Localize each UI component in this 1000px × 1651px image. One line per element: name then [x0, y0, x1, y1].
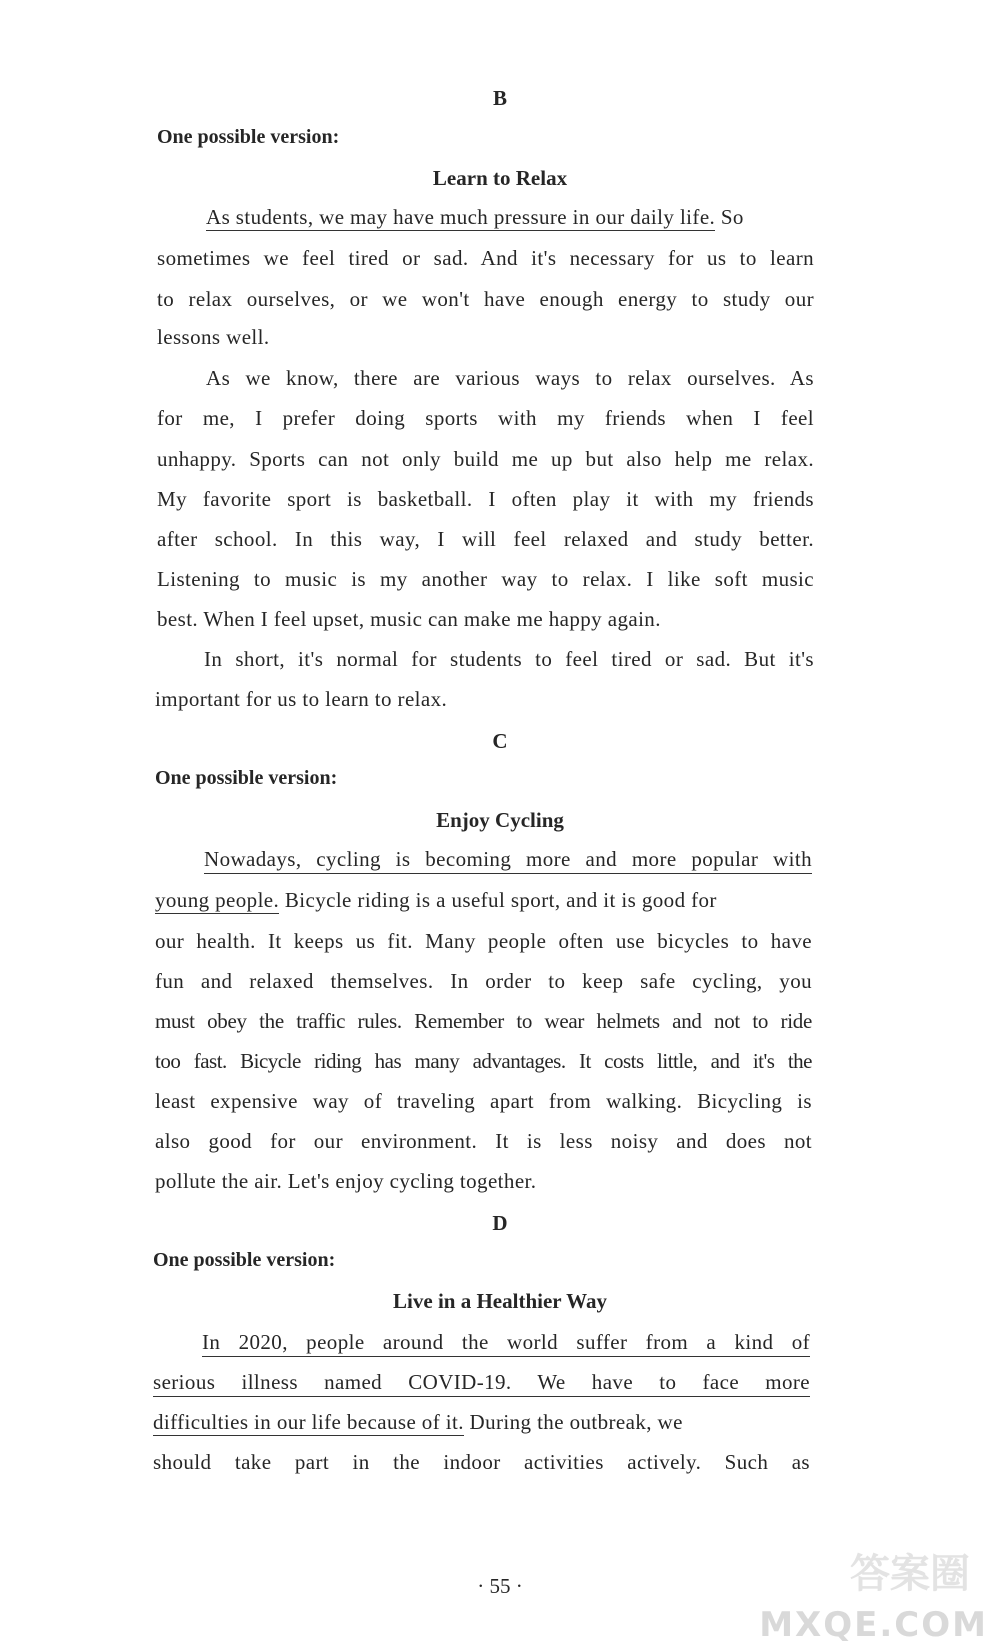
section-c-line-2: young people. Bicycle riding is a useful sport, and it is good for [155, 888, 717, 912]
section-b-line-5: As we know, there are various ways to relax ourselves. As [206, 366, 814, 390]
section-b-title: Learn to Relax [432, 166, 568, 190]
section-b-line-1: As students, we may have much pressure in our daily life. So [206, 205, 744, 229]
underlined-sentence: As students, we may have much pressure in our daily life. [206, 205, 716, 229]
section-b-line-11: best. When I feel upset, music can make me happy again. [157, 607, 661, 631]
section-d-letter: D [492, 1211, 508, 1235]
section-d-line-2: serious illness named COVID-19. We have to face more [153, 1370, 810, 1397]
section-c-line-6: too fast. Bicycle riding has many advantages. It costs little, and it's the [155, 1049, 812, 1073]
section-b-line-10: Listening to music is my another way to relax. I like soft music [157, 567, 814, 591]
underlined-sentence: young people. [155, 888, 280, 912]
section-c-letter: C [492, 729, 508, 753]
page-number: · 55 · [477, 1574, 523, 1598]
watermark-text: MXQE.COM [759, 1605, 988, 1645]
section-d-version-label: One possible version: [153, 1249, 336, 1271]
section-c-line-5: must obey the traffic rules. Remember to wear helmets and not to ride [155, 1009, 812, 1033]
section-c-line-4: fun and relaxed themselves. In order to keep safe cycling, you [155, 969, 812, 993]
section-d-line-4: should take part in the indoor activities actively. Such as [153, 1450, 810, 1474]
section-d-line-1: In 2020, people around the world suffer from a kind of [202, 1330, 810, 1357]
section-b-letter: B [492, 86, 507, 110]
section-b-line-13: important for us to learn to relax. [155, 687, 448, 711]
section-c-line-7: least expensive way of traveling apart from walking. Bicycling is [155, 1089, 812, 1113]
section-c-line-9: pollute the air. Let's enjoy cycling together. [155, 1169, 537, 1193]
section-b-version-label: One possible version: [157, 126, 340, 148]
underlined-sentence: difficulties in our life because of it. [153, 1410, 464, 1434]
section-b-line-6: for me, I prefer doing sports with my friends when I feel [157, 406, 814, 430]
section-c-version-label: One possible version: [155, 767, 338, 789]
section-c-line-8: also good for our environment. It is less noisy and does not [155, 1129, 812, 1153]
watermark-logo: 答案圈 [850, 1551, 970, 1597]
section-b-line-7: unhappy. Sports can not only build me up but also help me relax. [157, 447, 814, 471]
section-b-line-12: In short, it's normal for students to feel tired or sad. But it's [204, 647, 814, 671]
section-b-line-4: lessons well. [157, 325, 270, 349]
section-d-title: Live in a Healthier Way [393, 1289, 607, 1313]
section-b-line-8: My favorite sport is basketball. I often play it with my friends [157, 487, 814, 511]
section-c-title: Enjoy Cycling [436, 808, 564, 832]
section-b-line-9: after school. In this way, I will feel relaxed and study better. [157, 527, 814, 551]
section-c-line-3: our health. It keeps us fit. Many people often use bicycles to have [155, 929, 812, 953]
section-b-line-2: sometimes we feel tired or sad. And it's necessary for us to learn [157, 246, 814, 270]
section-d-line-3: difficulties in our life because of it. During the outbreak, we [153, 1410, 683, 1434]
section-b-line-3: to relax ourselves, or we won't have enough energy to study our [157, 287, 814, 311]
section-c-line-1: Nowadays, cycling is becoming more and more popular with [204, 847, 812, 874]
